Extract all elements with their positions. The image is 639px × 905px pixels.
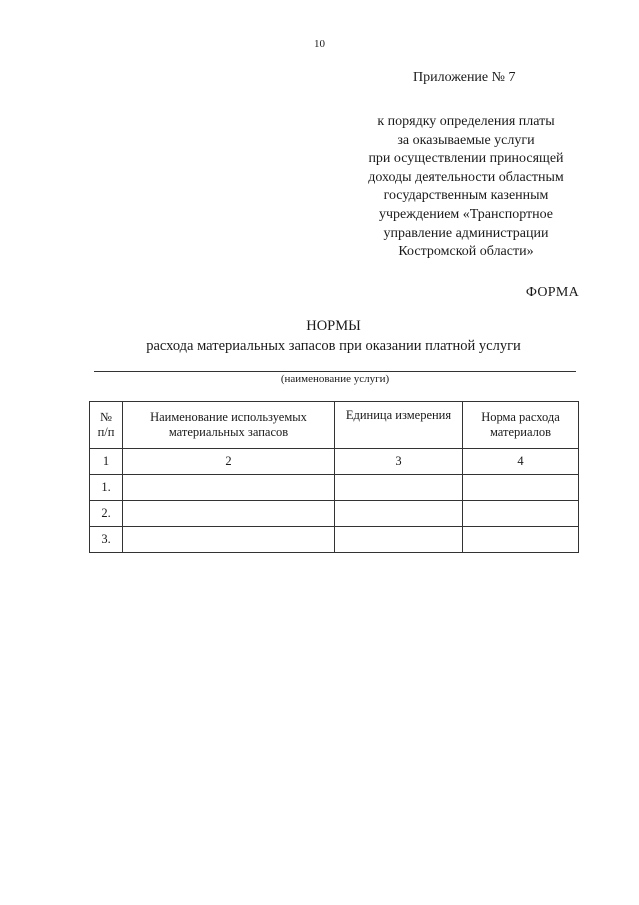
- row-norm: [463, 475, 579, 501]
- row-unit: [335, 475, 463, 501]
- header-material-name-line: материальных запасов: [168, 425, 289, 439]
- appendix-line: государственным казенным: [383, 188, 549, 204]
- appendix-title: Приложение № 7: [413, 70, 516, 85]
- appendix-line: за оказываемые услуги: [397, 132, 535, 148]
- page-number: 10: [314, 38, 325, 50]
- row-norm: [463, 501, 579, 527]
- header-no: [90, 402, 123, 449]
- header-norm-line: материалов: [489, 425, 552, 439]
- header-norm: [463, 402, 579, 449]
- row-unit: [335, 527, 463, 553]
- header-norm-line: Норма расхода: [481, 410, 560, 424]
- column-number: 1: [90, 449, 123, 475]
- form-label: ФОРМА: [525, 285, 579, 300]
- header-unit-line: Единица измерения: [345, 408, 452, 422]
- row-norm: [463, 527, 579, 553]
- row-material-name: [123, 501, 335, 527]
- service-name-caption: (наименование услуги): [280, 373, 390, 385]
- header-no-line: п/п: [97, 425, 115, 439]
- header-unit: [335, 402, 463, 449]
- document-title: НОРМЫ: [306, 318, 361, 334]
- column-number: 2: [123, 449, 335, 475]
- document-subtitle: расхода материальных запасов при оказании платной услуги: [146, 338, 521, 354]
- appendix-line: доходы деятельности областным: [368, 169, 564, 185]
- header-material-name: [123, 402, 335, 449]
- norms-table: [89, 401, 579, 553]
- table-row: [90, 501, 579, 527]
- row-number: 2.: [90, 501, 123, 527]
- table-row: [90, 475, 579, 501]
- column-number-row: [90, 449, 579, 475]
- appendix-line: к порядку определения платы: [377, 114, 555, 129]
- row-number: 3.: [90, 527, 123, 553]
- row-unit: [335, 501, 463, 527]
- appendix-line: управление администрации: [383, 225, 549, 241]
- table-row: [90, 527, 579, 553]
- table-header-row: [90, 402, 579, 449]
- appendix-line: учреждением «Транспортное: [378, 206, 554, 222]
- header-no-line: №: [100, 410, 112, 424]
- header-material-name-line: Наименование используемых: [150, 410, 307, 424]
- appendix-line: при осуществлении приносящей: [368, 151, 564, 167]
- column-number: 3: [335, 449, 463, 475]
- service-name-line: [94, 371, 576, 372]
- appendix-line: Костромской области»: [398, 244, 534, 260]
- appendix-text: [340, 113, 592, 262]
- column-number: 4: [463, 449, 579, 475]
- row-material-name: [123, 527, 335, 553]
- row-number: 1.: [90, 475, 123, 501]
- row-material-name: [123, 475, 335, 501]
